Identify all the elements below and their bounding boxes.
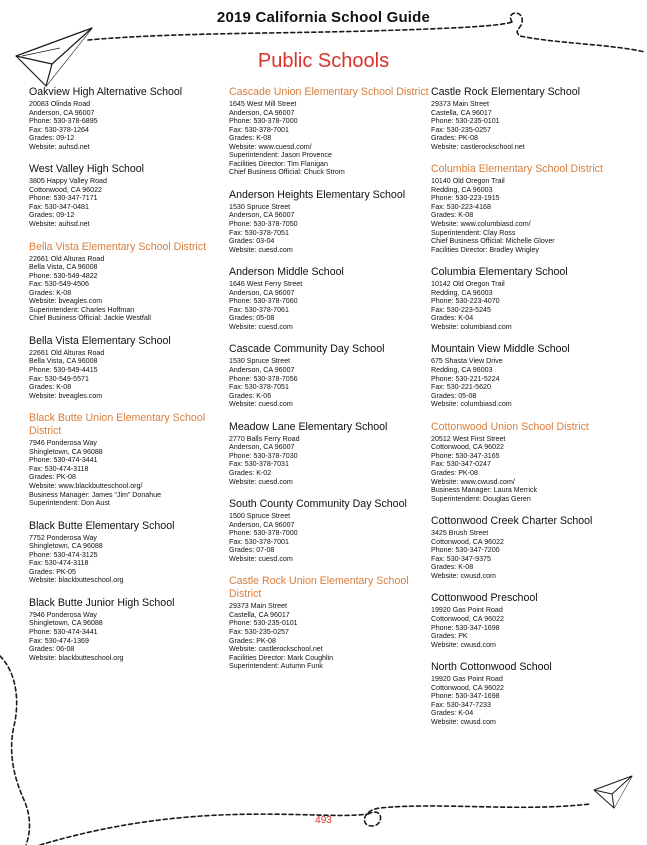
detail-line: Business Manager: James “Jim” Donahue (29, 490, 162, 499)
contact-details (229, 280, 429, 331)
detail-line: Superintendent: Clay Ross (431, 228, 516, 237)
detail-line: Fax: 530-549-5571 (29, 374, 89, 383)
school-entry (29, 86, 229, 151)
detail-line: Grades: PK-08 (229, 636, 276, 645)
contact-details (431, 177, 631, 254)
detail-line: Cottonwood, CA 96022 (431, 537, 504, 546)
contact-details (29, 349, 229, 400)
school-entry (229, 343, 429, 408)
detail-line: Superintendent: Jason Provence (229, 151, 332, 160)
district-name: Bella Vista Elementary School District (29, 240, 207, 253)
detail-line: Website: cwusd.com (431, 571, 496, 580)
detail-line: 22661 Old Alturas Road (29, 348, 105, 357)
detail-line: Website: castlerockschool.net (229, 645, 323, 654)
detail-line: Facilities Director: Mark Coughlin (229, 653, 334, 662)
contact-details (431, 675, 631, 726)
detail-line: 19920 Gas Point Road (431, 606, 503, 615)
detail-line: Shingletown, CA 96088 (29, 619, 103, 628)
contact-details (229, 100, 429, 177)
detail-line: Phone: 530-223-4070 (431, 297, 500, 306)
detail-line: Grades: 05-08 (431, 391, 477, 400)
detail-line: Anderson, CA 96007 (229, 443, 295, 452)
school-entry (431, 266, 631, 331)
school-name: Cottonwood Creek Charter School (431, 515, 593, 528)
detail-line: Grades: K-08 (29, 288, 72, 297)
detail-line: Redding, CA 96003 (431, 288, 493, 297)
district-entry (229, 86, 429, 177)
school-name: Mountain View Middle School (431, 343, 570, 356)
detail-line: Grades: 09-12 (29, 211, 75, 220)
detail-line: Anderson, CA 96007 (229, 520, 295, 529)
detail-line: Fax: 530-347-7233 (431, 700, 491, 709)
detail-line: Website: columbiasd.com (431, 322, 512, 331)
detail-line: Anderson, CA 96007 (229, 366, 295, 375)
detail-line: Anderson, CA 96007 (229, 211, 295, 220)
detail-line: Phone: 530-235-0101 (229, 619, 298, 628)
detail-line: Grades: 09-12 (29, 134, 75, 143)
school-name: Anderson Middle School (229, 266, 344, 279)
detail-line: Shingletown, CA 96088 (29, 542, 103, 551)
detail-line: Chief Business Official: Jackie Westfall (29, 314, 151, 323)
contact-details (229, 512, 429, 563)
detail-line: 29373 Main Street (229, 602, 287, 611)
detail-line: Website: www.cwusd.com/ (431, 477, 515, 486)
detail-line: Website: bveagles.com (29, 391, 103, 400)
detail-line: Grades: K-04 (431, 314, 474, 323)
detail-line: Website: cuesd.com (229, 477, 293, 486)
detail-line: Grades: PK-08 (431, 468, 478, 477)
detail-line: Website: columbiasd.com (431, 400, 512, 409)
school-name: Black Butte Elementary School (29, 519, 175, 532)
detail-line: Fax: 530-347-0481 (29, 202, 89, 211)
detail-line: Phone: 530-347-7171 (29, 194, 98, 203)
detail-line: Website: cwusd.com (431, 717, 496, 726)
detail-line: 675 Shasta View Drive (431, 357, 503, 366)
detail-line: Phone: 530-347-3165 (431, 451, 500, 460)
detail-line: Phone: 530-378-7060 (229, 297, 298, 306)
detail-line: Website: blackbutteschool.org (29, 653, 124, 662)
detail-line: Fax: 530-223-4168 (431, 202, 491, 211)
school-name: Bella Vista Elementary School (29, 334, 171, 347)
paper-plane-icon (594, 776, 632, 808)
detail-line: Grades: PK-08 (29, 473, 76, 482)
section-title: Public Schools (257, 50, 390, 72)
detail-line: 2770 Balls Ferry Road (229, 434, 300, 443)
detail-line: Fax: 530-474-1369 (29, 636, 89, 645)
contact-details (229, 435, 429, 486)
detail-line: 29373 Main Street (431, 100, 489, 108)
detail-line: Grades: PK (431, 632, 468, 641)
detail-line: Bella Vista, CA 96008 (29, 357, 98, 366)
detail-line: Fax: 530-221-5620 (431, 383, 491, 392)
detail-line: Superintendent: Charles Hoffman (29, 305, 135, 314)
detail-line: 1646 West Ferry Street (229, 280, 303, 289)
column-2 (229, 86, 429, 683)
detail-line: 1500 Spruce Street (229, 512, 291, 521)
detail-line: Grades: 07-08 (229, 546, 275, 555)
contact-details (29, 439, 229, 507)
school-name: Columbia Elementary School (431, 266, 568, 279)
school-name: Meadow Lane Elementary School (229, 420, 388, 433)
school-entry (431, 661, 631, 726)
detail-line: Fax: 530-378-1264 (29, 125, 89, 134)
contact-details (431, 529, 631, 580)
detail-line: Fax: 530-223-5245 (431, 305, 491, 314)
school-name: North Cottonwood School (431, 661, 552, 674)
school-name: Anderson Heights Elementary School (229, 188, 406, 201)
detail-line: Phone: 530-347-1698 (431, 692, 500, 701)
detail-line: Anderson, CA 96007 (229, 288, 295, 297)
detail-line: Phone: 530-549-4822 (29, 271, 98, 280)
school-entry (29, 163, 229, 228)
detail-line: 1530 Spruce Street (229, 357, 291, 366)
detail-line: Phone: 530-474-3441 (29, 456, 98, 465)
district-entry (431, 421, 631, 503)
school-name: Cottonwood Preschool (431, 592, 538, 605)
detail-line: Website: www.cuesd.com/ (229, 142, 312, 151)
detail-line: Fax: 530-347-0247 (431, 460, 491, 469)
contact-details (229, 203, 429, 254)
detail-line: Website: cuesd.com (229, 322, 293, 331)
detail-line: 7946 Ponderosa Way (29, 610, 97, 619)
contact-details (29, 100, 229, 151)
detail-line: Grades: PK-08 (431, 134, 478, 143)
detail-line: Website: www.columbiasd.com/ (431, 220, 531, 229)
detail-line: Phone: 530-378-7050 (229, 220, 298, 229)
detail-line: Phone: 530-378-7000 (229, 117, 298, 126)
detail-line: Castella, CA 96017 (229, 610, 290, 619)
district-entry (431, 163, 631, 254)
detail-line: 3805 Happy Valley Road (29, 177, 107, 186)
detail-line: Business Manager: Laura Merrick (431, 486, 538, 495)
detail-line: Grades: 05-08 (229, 314, 275, 323)
detail-line: Grades: K-06 (229, 391, 272, 400)
detail-line: Fax: 530-378-7051 (229, 228, 289, 237)
detail-line: Grades: PK-05 (29, 567, 76, 576)
detail-line: Chief Business Official: Michelle Glover (431, 237, 555, 246)
school-name: West Valley High School (29, 163, 145, 176)
detail-line: Superintendent: Douglas Geren (431, 494, 531, 503)
school-name: Black Butte Junior High School (29, 596, 175, 609)
detail-line: 10142 Old Oregon Trail (431, 280, 505, 289)
school-name: Cascade Community Day School (229, 343, 385, 356)
detail-line: Fax: 530-235-0257 (431, 125, 491, 134)
school-entry (29, 335, 229, 400)
detail-line: Fax: 530-347-9375 (431, 554, 491, 563)
detail-line: Website: castlerockschool.net (431, 142, 525, 151)
detail-line: 7946 Ponderosa Way (29, 439, 97, 448)
detail-line: Grades: K-04 (431, 709, 474, 718)
contact-details (29, 611, 229, 662)
school-entry (29, 520, 229, 585)
detail-line: Fax: 530-474-3118 (29, 559, 89, 568)
school-name: Oakview High Alternative School (29, 86, 183, 98)
detail-line: Redding, CA 96003 (431, 366, 493, 375)
detail-line: 22661 Old Alturas Road (29, 254, 105, 263)
detail-line: Fax: 530-378-7061 (229, 305, 289, 314)
detail-line: Grades: K-02 (229, 468, 272, 477)
detail-line: Phone: 530-474-3125 (29, 550, 98, 559)
detail-line: Website: cuesd.com (229, 400, 293, 409)
detail-line: Superintendent: Don Aust (29, 499, 110, 508)
school-entry (431, 592, 631, 649)
column-3 (431, 86, 631, 738)
district-name: Castle Rock Union Elementary School District (229, 575, 409, 601)
detail-line: 1645 West Mill Street (229, 100, 297, 108)
school-entry (229, 266, 429, 331)
detail-line: 19920 Gas Point Road (431, 675, 503, 684)
guide-title: 2019 California School Guide (216, 9, 431, 26)
contact-details (229, 357, 429, 408)
detail-line: Website: auhsd.net (29, 142, 90, 151)
detail-line: Phone: 530-378-7000 (229, 529, 298, 538)
detail-line: Website: www.blackbutteschool.org/ (29, 481, 143, 490)
detail-line: Facilities Director: Tim Flanigan (229, 159, 328, 168)
contact-details (431, 100, 631, 151)
detail-line: 1530 Spruce Street (229, 202, 291, 211)
column-1 (29, 86, 229, 674)
detail-line: Fax: 530-378-7051 (229, 383, 289, 392)
contact-details (29, 255, 229, 323)
detail-line: Phone: 530-549-4415 (29, 366, 98, 375)
detail-line: Website: blackbutteschool.org (29, 576, 124, 585)
detail-line: Phone: 530-347-1698 (431, 623, 500, 632)
detail-line: Phone: 530-221-5224 (431, 374, 500, 383)
detail-line: Fax: 530-378-7031 (229, 460, 289, 469)
detail-line: Grades: 03-04 (229, 237, 275, 246)
detail-line: Phone: 530-474-3441 (29, 627, 98, 636)
detail-line: Castella, CA 96017 (431, 108, 492, 117)
detail-line: Cottonwood, CA 96022 (431, 683, 504, 692)
detail-line: Bella Vista, CA 96008 (29, 263, 98, 272)
school-entry (431, 515, 631, 580)
detail-line: Fax: 530-378-7001 (229, 537, 289, 546)
detail-line: 20083 Olinda Road (29, 100, 91, 108)
detail-line: 7752 Ponderosa Way (29, 533, 97, 542)
detail-line: 20512 West First Street (431, 434, 506, 443)
detail-line: Website: cuesd.com (229, 245, 293, 254)
contact-details (29, 177, 229, 228)
school-name: South County Community Day School (229, 498, 407, 511)
contact-details (431, 435, 631, 503)
school-entry (431, 343, 631, 408)
detail-line: Phone: 530-235-0101 (431, 117, 500, 126)
detail-line: Phone: 530-223-1915 (431, 194, 500, 203)
detail-line: Phone: 530-378-7056 (229, 374, 298, 383)
school-entry (229, 421, 429, 486)
district-entry (29, 412, 229, 507)
school-name: Castle Rock Elementary School (431, 86, 580, 98)
contact-details (229, 602, 429, 670)
detail-line: Cottonwood, CA 96022 (29, 185, 102, 194)
district-entry (29, 241, 229, 323)
detail-line: Fax: 530-549-4506 (29, 280, 89, 289)
district-name: Cascade Union Elementary School District (229, 86, 429, 98)
detail-line: Anderson, CA 96007 (229, 108, 295, 117)
detail-line: Phone: 530-347-7200 (431, 546, 500, 555)
detail-line: Phone: 530-378-6895 (29, 117, 98, 126)
detail-line: Grades: K-08 (431, 563, 474, 572)
school-entry (431, 86, 631, 151)
detail-line: Chief Business Official: Chuck Strom (229, 168, 345, 177)
detail-line: Grades: K-08 (29, 383, 72, 392)
detail-line: Fax: 530-474-3118 (29, 464, 89, 473)
contact-details (431, 606, 631, 649)
detail-line: Website: bveagles.com (29, 297, 103, 306)
page-number: 493 (315, 815, 332, 826)
contact-details (431, 357, 631, 408)
detail-line: Website: cuesd.com (229, 554, 293, 563)
school-entry (229, 498, 429, 563)
detail-line: 10140 Old Oregon Trail (431, 177, 505, 186)
contact-details (29, 534, 229, 585)
school-entry (229, 189, 429, 254)
detail-line: Grades: K-08 (431, 211, 474, 220)
district-entry (229, 575, 429, 670)
contact-details (431, 280, 631, 331)
district-name: Black Butte Union Elementary School District (29, 412, 206, 438)
detail-line: Grades: K-08 (229, 134, 272, 143)
detail-line: Cottonwood, CA 96022 (431, 443, 504, 452)
detail-line: Phone: 530-378-7030 (229, 451, 298, 460)
detail-line: Redding, CA 96003 (431, 185, 493, 194)
detail-line: Anderson, CA 96007 (29, 108, 95, 117)
detail-line: Website: auhsd.net (29, 220, 90, 229)
detail-line: Website: cwusd.com (431, 640, 496, 649)
detail-line: Grades: 06-08 (29, 645, 75, 654)
detail-line: Facilities Director: Bradley Wrigley (431, 245, 539, 254)
detail-line: Shingletown, CA 96088 (29, 447, 103, 456)
district-name: Cottonwood Union School District (431, 420, 589, 433)
school-entry (29, 597, 229, 662)
detail-line: Fax: 530-378-7001 (229, 125, 289, 134)
detail-line: 3425 Brush Street (431, 529, 489, 538)
detail-line: Superintendent: Autumn Funk (229, 662, 323, 671)
detail-line: Fax: 530-235-0257 (229, 627, 289, 636)
district-name: Columbia Elementary School District (431, 163, 603, 176)
detail-line: Cottonwood, CA 96022 (431, 614, 504, 623)
